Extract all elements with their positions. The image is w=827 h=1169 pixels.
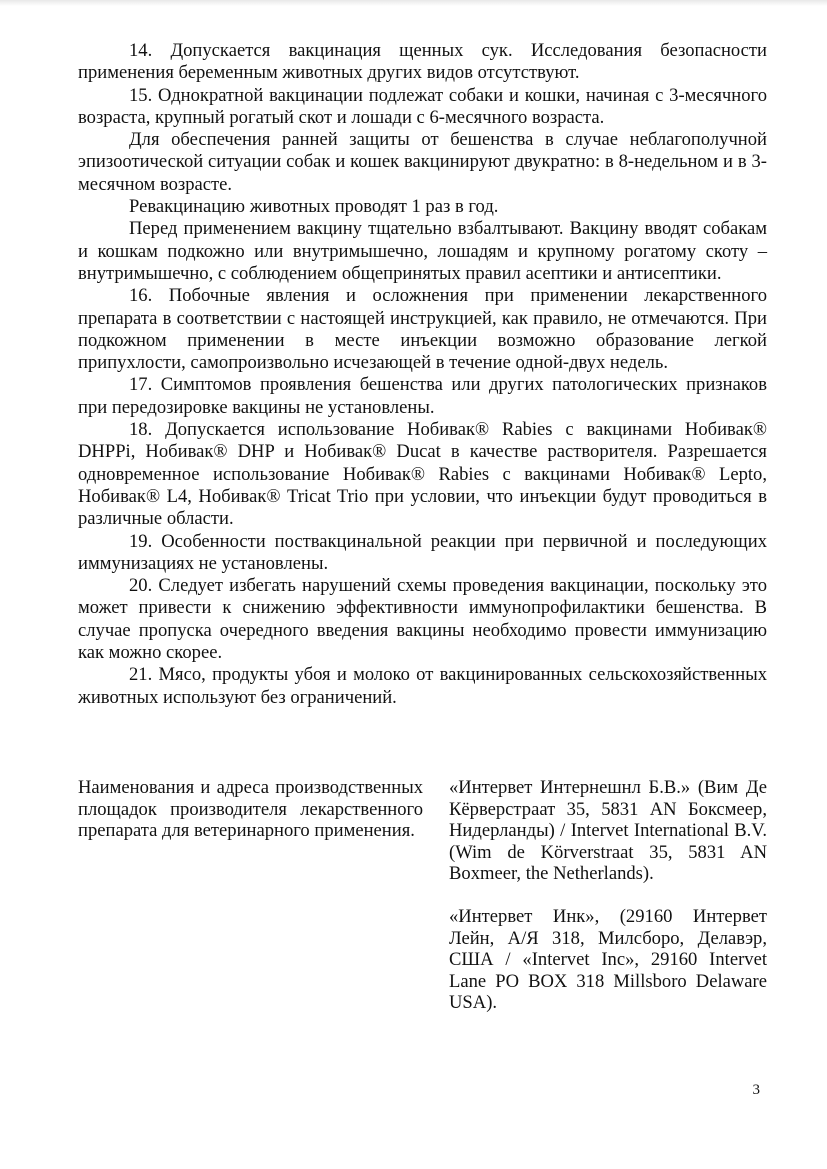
- paragraph-18: 18. Допускается использование Нобивак® Rabies с вакцинами Нобивак® DHPPi, Нобивак® DHP и Нобивак® Ducat в качестве растворителя. Разрешается одновременное использование Нобивак® Rabies с вакцинами Нобивак® Lepto, Нобивак® L4, Нобивак® Tricat Trio при условии, что инъекции будут проводиться в различные области.: [78, 419, 767, 530]
- scan-edge-shadow: [0, 0, 827, 6]
- paragraph-20: 20. Следует избегать нарушений схемы проведения вакцинации, поскольку это может привести к снижению эффективности иммунопрофилактики бешенства. В случае пропуска очередного введения вакцины необходимо провести иммунизацию как можно скорее.: [78, 575, 767, 664]
- manufacturer-label: Наименования и адреса производственных площадок производителя лекарственного препарата для ветеринарного применения.: [78, 777, 423, 841]
- manufacturer-addresses: [449, 777, 767, 1035]
- address-intervet-inc: «Интервет Инк», (29160 Интервет Лейн, А/Я 318, Милсборо, Делавэр, США / «Intervet Inc», 29160 Intervet Lane PO BOX 318 Millsboro Delaware USA).: [449, 906, 767, 1013]
- paragraph-15: 15. Однократной вакцинации подлежат собаки и кошки, начиная с 3-месячного возраста, крупный рогатый скот и лошади с 6-месячного возраста.: [78, 84, 767, 128]
- paragraph-19: 19. Особенности поствакцинальной реакции при первичной и последующих иммунизациях не установлены.: [78, 530, 767, 574]
- paragraph-14: 14. Допускается вакцинация щенных сук. Исследования безопасности применения беременным животных других видов отсутствуют.: [78, 40, 767, 84]
- paragraph-revaccination: Ревакцинацию животных проводят 1 раз в год.: [129, 196, 499, 218]
- address-intervet-international: «Интервет Интернешнл Б.В.» (Вим Де Кёрверстраат 35, 5831 AN Боксмеер, Нидерланды) / Intervet International B.V. (Wim de Körverstraat 35, 5831 AN Boxmeer, the Netherlands).: [449, 777, 767, 884]
- paragraph-17: 17. Симптомов проявления бешенства или других патологических признаков при передозировке вакцины не установлены.: [78, 374, 767, 418]
- paragraph-early-protection: Для обеспечения ранней защиты от бешенства в случае неблагополучной эпизоотической ситуации собак и кошек вакцинируют двукратно: в 8-недельном и в 3-месячном возрасте.: [78, 129, 767, 195]
- paragraph-16: 16. Побочные явления и осложнения при применении лекарственного препарата в соответствии с настоящей инструкцией, как правило, не отмечаются. При подкожном применении в месте инъекции возможно образование легкой припухлости, самопроизвольно исчезающей в течение одной-двух недель.: [78, 285, 767, 374]
- paragraph-administration: Перед применением вакцину тщательно взбалтывают. Вакцину вводят собакам и кошкам подкожно или внутримышечно, лошадям и крупному рогатому скоту – внутримышечно, с соблюдением общепринятых правил асептики и антисептики.: [78, 218, 767, 284]
- page-number: 3: [752, 1082, 760, 1098]
- instruction-body: [78, 40, 767, 709]
- paragraph-21: 21. Мясо, продукты убоя и молоко от вакцинированных сельскохозяйственных животных используют без ограничений.: [78, 664, 767, 708]
